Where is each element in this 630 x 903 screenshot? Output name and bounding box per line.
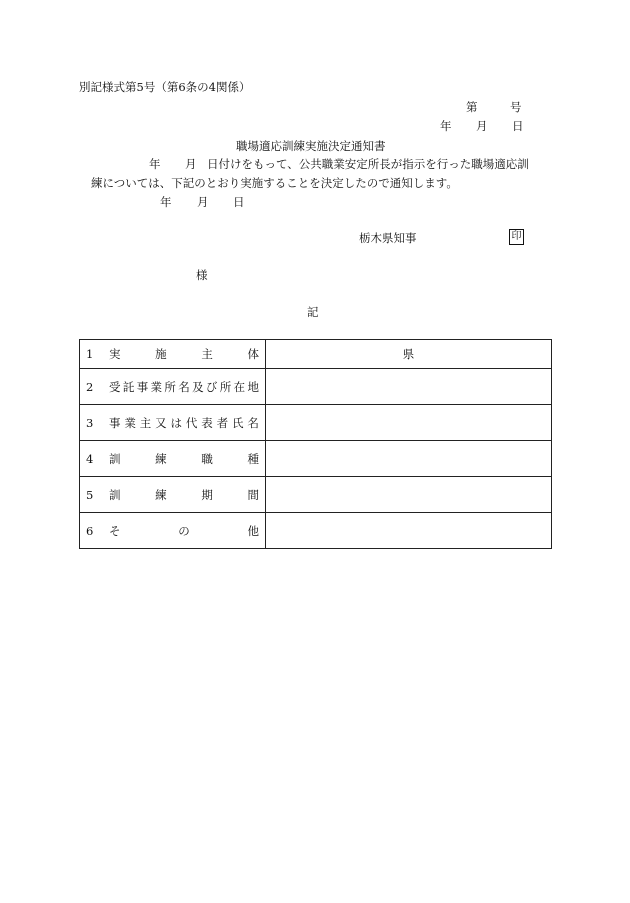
item-label: 受 託 事 業 所 名 及 び 所 在 地: [109, 379, 259, 394]
document-number-go: 号: [510, 100, 522, 114]
seal-mark: 印: [509, 229, 524, 245]
sender-name: 栃木県知事: [359, 231, 417, 245]
body-date-month: 月: [185, 157, 197, 171]
item-label-cell: [80, 441, 266, 477]
body-line-2: 練については、下記のとおり実施することを決定したので通知します。: [91, 176, 458, 190]
notice-date-month: 月: [197, 195, 209, 209]
item-label: 訓 練 職 種: [109, 451, 259, 466]
item-label-cell: [80, 340, 266, 369]
table-row: [80, 441, 552, 477]
header-date-month: 月: [476, 119, 488, 133]
notice-date-day: 日: [233, 195, 245, 209]
document-title: 職場適応訓練実施決定通知書: [236, 139, 386, 153]
notice-date-year: 年: [160, 195, 172, 209]
addressee-suffix: 様: [196, 268, 208, 282]
item-number: 2: [86, 379, 94, 394]
body-date-year: 年: [149, 157, 161, 171]
table-row: [80, 405, 552, 441]
header-date-year: 年: [440, 119, 452, 133]
item-value: [266, 477, 552, 513]
table-row: [80, 340, 552, 369]
item-label: 事 業 主 又 は 代 表 者 氏 名: [109, 415, 259, 430]
item-value: [266, 405, 552, 441]
items-table: [79, 339, 552, 549]
item-label: 訓 練 期 間: [109, 487, 259, 502]
table-row: [80, 513, 552, 549]
item-label-cell: [80, 369, 266, 405]
item-label: そ の 他: [109, 523, 259, 538]
document-number-dai: 第: [466, 100, 478, 114]
item-label: 実 施 主 体: [109, 347, 259, 361]
item-value: [266, 513, 552, 549]
ki-heading: 記: [307, 305, 319, 319]
item-number: 6: [86, 523, 94, 538]
item-value: [266, 441, 552, 477]
item-number: 1: [86, 347, 94, 361]
item-value: 県: [266, 340, 552, 369]
table-row: [80, 369, 552, 405]
item-number: 3: [86, 415, 94, 430]
item-label-cell: [80, 513, 266, 549]
item-number: 4: [86, 451, 94, 466]
body-line-1: 日付けをもって、公共職業安定所長が指示を行った職場適応訓: [207, 157, 529, 171]
header-date-day: 日: [512, 119, 524, 133]
item-value: [266, 369, 552, 405]
form-reference: 別記様式第5号（第6条の4関係）: [79, 80, 251, 94]
item-number: 5: [86, 487, 94, 502]
item-label-cell: [80, 477, 266, 513]
item-label-cell: [80, 405, 266, 441]
table-row: [80, 477, 552, 513]
